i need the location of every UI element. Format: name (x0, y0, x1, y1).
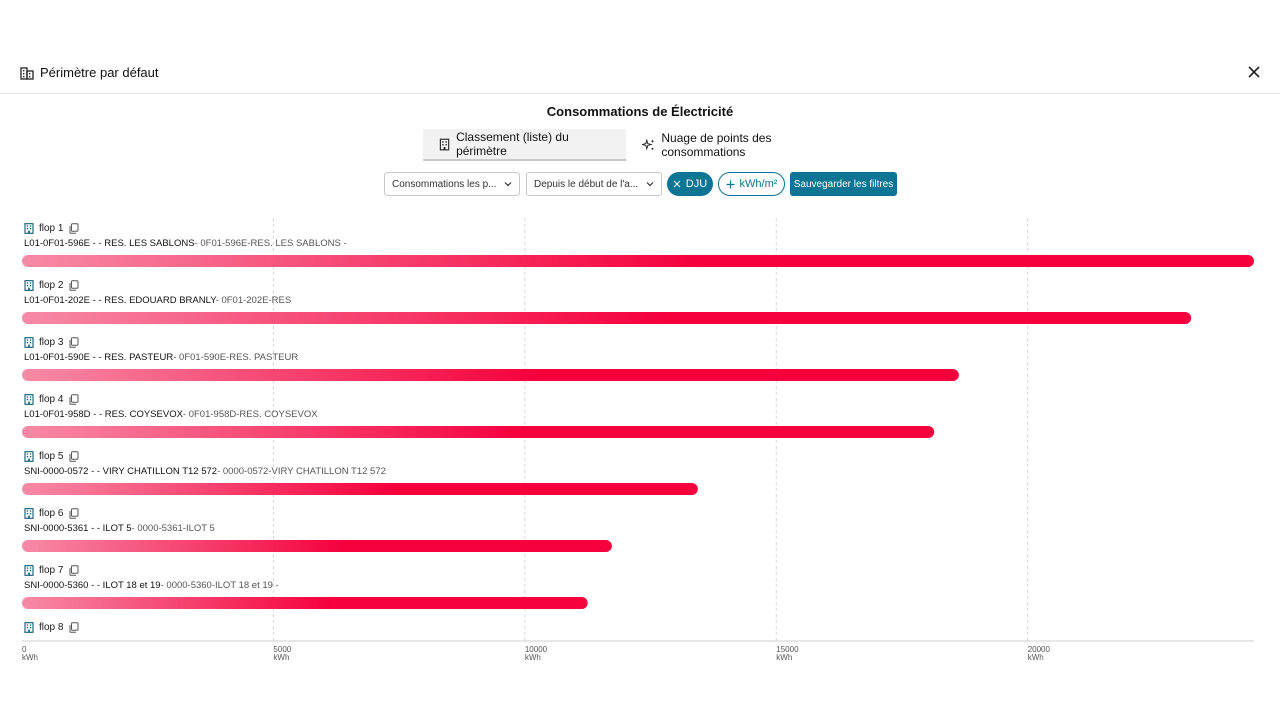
tab-ranking-list[interactable] (423, 129, 626, 161)
x-tick-label: 10000 (524, 645, 548, 654)
consumption-bar[interactable] (22, 483, 698, 495)
site-code: L01-0F01-958D - - RES. COYSEVOX (24, 409, 183, 420)
building-icon (24, 223, 34, 234)
copy-icon[interactable] (68, 280, 79, 291)
consumption-bar[interactable] (22, 369, 959, 381)
copy-icon[interactable] (68, 451, 79, 462)
select-value: Depuis le début de l'a... (534, 178, 639, 190)
row-rank-label: flop 8 (39, 622, 64, 633)
row-rank (24, 337, 79, 348)
site-description: - 0000-5361-ILOT 5 (131, 523, 215, 534)
row-site-label (24, 295, 624, 306)
consumption-bar[interactable] (22, 426, 934, 438)
save-filters-button[interactable]: Sauvegarder les filtres (790, 172, 897, 196)
row-rank (24, 223, 79, 234)
copy-icon[interactable] (68, 565, 79, 576)
site-code: SNI-0000-0572 - - VIRY CHATILLON T12 572 (24, 466, 218, 477)
row-rank (24, 280, 79, 291)
building-icon (24, 394, 34, 405)
dju-filter-chip[interactable] (667, 172, 713, 196)
row-site-label (24, 580, 624, 591)
site-description: - 0000-0572-VIRY CHATILLON T12 572 (217, 466, 386, 477)
chip-label: DJU (685, 178, 708, 190)
tab-label: Classement (liste) du périmètre (456, 130, 569, 158)
building-icon (24, 622, 34, 633)
site-code: L01-0F01-596E - - RES. LES SABLONS (24, 238, 195, 249)
row-site-label (24, 238, 624, 249)
row-rank-label: flop 6 (39, 508, 64, 519)
chevron-down-icon (645, 179, 655, 189)
modal-title-group (20, 65, 159, 80)
copy-icon[interactable] (68, 337, 79, 348)
site-code: L01-0F01-202E - - RES. EDOUARD BRANLY (24, 295, 216, 306)
chart-title: Consommations de Électricité (546, 104, 734, 119)
copy-icon[interactable] (68, 622, 79, 633)
sparkles-icon (642, 138, 655, 152)
site-description: - 0F01-202E-RES (215, 295, 292, 306)
x-tick-unit: kWh (22, 653, 38, 662)
tab-scatter[interactable] (626, 129, 866, 161)
kwh-m2-filter-chip[interactable] (718, 172, 785, 196)
x-tick-unit: kWh (776, 653, 793, 662)
site-description: - 0F01-596E-RES. LES SABLONS - (194, 238, 347, 249)
modal-header (0, 52, 1280, 94)
row-site-label (24, 523, 624, 534)
copy-icon[interactable] (68, 223, 79, 234)
building-icon (24, 451, 34, 462)
x-tick-unit: kWh (1027, 653, 1044, 662)
x-tick-label: 20000 (1027, 645, 1050, 654)
chip-label: kWh/m² (739, 178, 778, 190)
row-rank-label: flop 2 (39, 280, 64, 291)
consumption-bar[interactable] (22, 597, 588, 609)
row-site-label (24, 466, 624, 477)
consumption-bar[interactable] (22, 255, 1254, 267)
row-site-label (24, 352, 624, 363)
site-description: - 0000-5360-ILOT 18 et 19 - (160, 580, 279, 591)
x-tick-label: 5000 (273, 645, 292, 654)
row-rank (24, 508, 79, 519)
row-rank-label: flop 4 (39, 394, 64, 405)
site-code: L01-0F01-590E - - RES. PASTEUR (24, 352, 174, 363)
building-icon (24, 280, 34, 291)
site-code: SNI-0000-5360 - - ILOT 18 et 19 (24, 580, 161, 591)
building-icon (439, 138, 450, 151)
row-site-label (24, 409, 624, 420)
site-code: SNI-0000-5361 - - ILOT 5 (24, 523, 132, 534)
period-select[interactable] (526, 172, 662, 196)
x-tick-unit: kWh (524, 653, 541, 662)
tab-label: Nuage de points des consommations (661, 131, 772, 159)
x-tick-label: 15000 (776, 645, 799, 654)
plus-icon (726, 180, 735, 189)
select-value: Consommations les p... (392, 178, 497, 190)
row-rank-label: flop 7 (39, 565, 64, 576)
row-rank (24, 622, 79, 633)
site-description: - 0F01-590E-RES. PASTEUR (173, 352, 299, 363)
x-tick-unit: kWh (273, 653, 290, 662)
modal-title: Périmètre par défaut (40, 65, 159, 80)
copy-icon[interactable] (68, 394, 79, 405)
site-description: - 0F01-958D-RES. COYSEVOX (182, 409, 318, 420)
consumption-sort-select[interactable] (384, 172, 520, 196)
chevron-down-icon (503, 179, 513, 189)
close-icon[interactable] (673, 180, 681, 188)
consumption-bar[interactable] (22, 312, 1191, 324)
x-tick-label: 0 (22, 645, 27, 654)
row-rank-label: flop 5 (39, 451, 64, 462)
row-rank (24, 565, 79, 576)
building-icon (24, 565, 34, 576)
row-rank (24, 451, 79, 462)
row-rank (24, 394, 79, 405)
row-rank-label: flop 3 (39, 337, 64, 348)
row-rank-label: flop 1 (39, 223, 64, 234)
building-icon (20, 66, 34, 80)
close-icon[interactable] (1246, 64, 1262, 80)
building-icon (24, 508, 34, 519)
ranking-bar-chart (0, 212, 1280, 667)
copy-icon[interactable] (68, 508, 79, 519)
consumption-bar[interactable] (22, 540, 612, 552)
building-icon (24, 337, 34, 348)
